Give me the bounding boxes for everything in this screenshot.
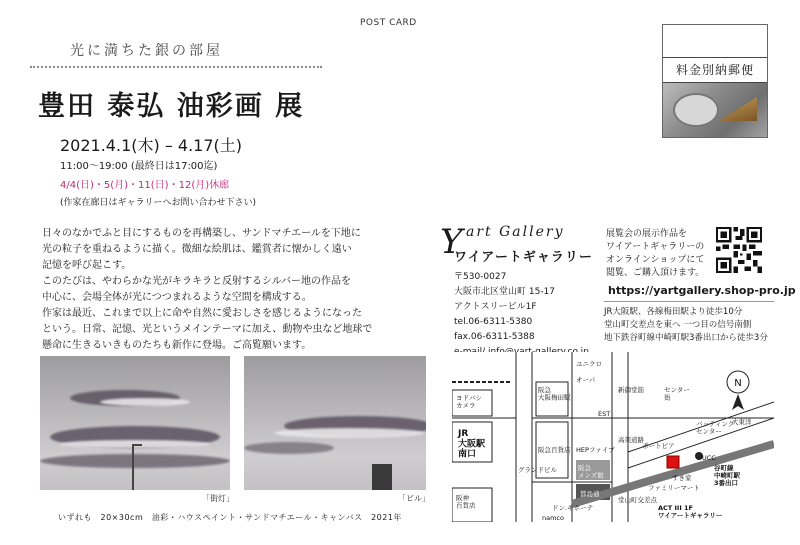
opening-hours: 11:00〜19:00 (最終日は17:00迄) [60, 161, 218, 172]
painting-building [244, 356, 426, 490]
description-line: このたびは、やわらかな光がキラキラと反射するシルバー地の作品を [42, 276, 352, 287]
shop-line: 展覧会の展示作品を [606, 229, 688, 239]
map-label: UCC [702, 454, 716, 462]
map-label: すき家 [672, 474, 692, 482]
map-label: グランドビル [518, 466, 557, 474]
shop-line: ワイアートギャラリーの [606, 242, 705, 252]
access-directions [604, 306, 768, 345]
exhibition-subtitle: 光に満ちた銀の部屋 [70, 43, 223, 59]
map-label: ドン.キホーテ [552, 504, 594, 512]
artwork-caption: 「街灯」 [202, 494, 234, 503]
dotted-divider [30, 66, 322, 68]
map-label: センター街 [664, 386, 690, 402]
shop-line: オンラインショップにて [606, 255, 705, 265]
fax: fax.06-6311-5388 [454, 332, 535, 342]
map-label: 阪急大阪梅田駅 [538, 386, 571, 402]
gallery-name: ワイアートギャラリー [454, 250, 593, 265]
description-line: 記憶を呼び起こす。 [42, 260, 132, 271]
address-line: 大阪市北区堂山町 15-17 [454, 287, 556, 297]
description-line: 光の粒子を重ねるように描く。微細な絵肌は、鑑賞者に懐かしく遠い [42, 244, 352, 255]
shop-line: 閲覧、ご購入頂けます。 [606, 268, 705, 278]
access-line: 地下鉄谷町線中崎町駅3番出口から徒歩3分 [604, 333, 768, 343]
description-line: という。日常、記憶、光というメインテーマに加え、動物や虫など地球で [42, 324, 373, 335]
map-label: 堂山町交差点 [618, 496, 657, 504]
map-label: 高架道路 [618, 436, 644, 444]
exhibition-title: 豊田 泰弘 油彩画 展 [38, 91, 305, 122]
exhibition-dates: 2021.4.1(木) – 4.17(土) [60, 136, 243, 155]
stamp-photo [663, 83, 767, 137]
map-label: ユニクロ [576, 360, 602, 368]
gallery-address [454, 270, 589, 360]
address-line: アクトスリービル1F [454, 302, 537, 312]
map-label: 新御堂筋 [618, 386, 644, 394]
artwork-caption: 「ビル」 [398, 494, 430, 503]
description-line: 懸命に生きるいきものたちも新作に登場。ご高覧願います。 [42, 340, 312, 351]
closed-days: 4/4(日)・5(月)・11(日)・12(月)休廊 [60, 180, 230, 191]
map-north-label: N [734, 378, 742, 389]
map-label: 都島通 [580, 490, 600, 498]
postage-stamp [662, 24, 768, 138]
map-label: 阪急メンズ館 [578, 464, 604, 480]
artist-presence-note: (作家在廊日はギャラリーへお問い合わせ下さい) [60, 198, 257, 208]
exhibition-description [42, 226, 424, 354]
gallery-logo-mark: Y [440, 222, 463, 262]
description-line: 作家は最近、これまで以上に命や自然に愛おしさを感じるようになった [42, 308, 362, 319]
description-line: 日々のなかでふと目にするものを再構築し、サンドマチエールを下地に [42, 228, 361, 239]
painting-streetlight [40, 356, 230, 490]
map-label: EST [598, 410, 611, 418]
artwork-medium: いずれも 20×30cm 油彩・ハウスペイント・サンドマチエール・キャンバス 2021年 [58, 513, 402, 522]
map-label: 大東洋 [732, 418, 752, 426]
gallery-logo-text: art Gallery [466, 224, 565, 240]
qr-code-icon[interactable] [716, 227, 762, 273]
description-line: 中心に、会場全体が光につつまれるような空間を構成する。 [42, 292, 312, 303]
access-line: JR大阪駅、各線梅田駅より徒歩10分 [604, 307, 743, 317]
map-label: ファミリーマート [648, 484, 700, 492]
online-shop-info [606, 228, 726, 280]
shop-url-link[interactable]: https://yartgallery.shop-pro.jp [608, 284, 796, 297]
map-label-gallery: ACT III 1F ワイアートギャラリー [658, 504, 723, 520]
postage-label: 料金別納郵便 [663, 57, 767, 83]
map-label: オーパ [576, 376, 596, 384]
postal-code: 〒530-0027 [454, 272, 507, 282]
access-line: 堂山町交差点を東へ 一つ目の信号南側 [604, 320, 752, 330]
map-label: 阪急百貨店 [538, 446, 571, 454]
postcard-label: POST CARD [360, 18, 417, 28]
access-map [452, 352, 774, 522]
map-label: ヨドバシカメラ [456, 394, 482, 410]
map-label: ポートピア [642, 442, 675, 450]
map-label: HEPファイブ [576, 446, 615, 454]
map-label: JR 大阪駅南口 [458, 429, 486, 460]
telephone: tel.06-6311-5380 [454, 317, 533, 327]
map-label: 谷町線中崎町駅 3番出口 [714, 464, 740, 487]
divider [604, 301, 774, 302]
map-label: namco [542, 514, 564, 522]
map-label: 阪神百貨店 [456, 494, 476, 510]
map-label: バッティングセンター [696, 420, 735, 436]
